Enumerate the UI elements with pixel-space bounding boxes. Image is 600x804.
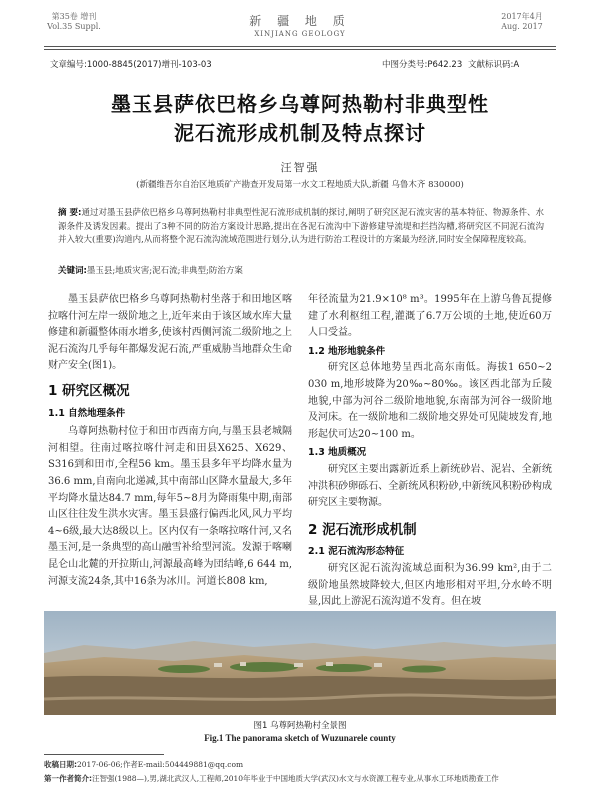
figure-caption-en: Fig.1 The panorama sketch of Wuzunarele county bbox=[204, 733, 396, 743]
header-rule-thin bbox=[44, 49, 556, 50]
keywords-text: 墨玉县;地质灾害;泥石流;非典型;防治方案 bbox=[86, 266, 243, 276]
journal-name-en: XINJIANG GEOLOGY bbox=[254, 30, 346, 38]
footnote-rule bbox=[44, 754, 164, 755]
received-label: 收稿日期: bbox=[44, 760, 77, 769]
article-number: 文章编号:1000-8845(2017)增刊-103-03 bbox=[50, 60, 212, 70]
received-text: 2017-06-06;作者E-mail:504449881@qq.com bbox=[77, 760, 244, 769]
header-rule bbox=[44, 46, 556, 47]
article-title-line2: 泥石流形成机制及特点探讨 bbox=[174, 121, 426, 145]
figure-caption-cn: 图1 乌尊阿热勒村全景图 bbox=[253, 721, 347, 731]
section-heading-1: 1 研究区概况 bbox=[48, 382, 130, 399]
received-note bbox=[44, 759, 564, 770]
issue-date bbox=[492, 12, 552, 32]
author-note bbox=[44, 773, 564, 784]
document-code: 文献标识码:A bbox=[468, 60, 520, 70]
panorama-photo bbox=[44, 611, 556, 715]
subsection-heading-2-1: 2.1 泥石流沟形态特征 bbox=[308, 546, 405, 558]
author-note-label: 第一作者简介: bbox=[44, 774, 92, 783]
article-title-line1: 墨玉县萨依巴格乡乌尊阿热勒村非典型性 bbox=[111, 92, 489, 116]
paragraph-1-3: 研究区主要出露新近系上新统砂岩、泥岩、全新统冲洪积砂卵砾石、全新统风积粉砂,中新统风积粉砂构成研究区主要物源。 bbox=[308, 463, 552, 509]
section-heading-2: 2 泥石流形成机制 bbox=[308, 521, 417, 538]
issue-date-cn: 2017年4月 bbox=[501, 12, 543, 21]
intro-paragraph: 墨玉县萨依巴格乡乌尊阿热勒村坐落于和田地区喀拉喀什河左岸一级阶地之上,近年来由于该区域水库大量修建和新疆整体雨水增多,使该村西侧河流二级阶地之上泥石流沟几乎每年都爆发泥石流,严重威胁当地群众生命财产安全(图1)。 bbox=[48, 294, 292, 372]
abstract-label: 摘 要: bbox=[58, 208, 82, 218]
author-name: 汪智强 bbox=[280, 161, 320, 174]
volume-cn: 第35卷 增刊 bbox=[51, 12, 97, 21]
keywords bbox=[58, 264, 544, 276]
paragraph-1-1-cont: 年径流量为21.9×10⁸ m³。1995年在上游乌鲁瓦提修建了水利枢纽工程,灌溉了6.7万公顷的土地,使近60万人口受益。 bbox=[308, 294, 552, 339]
issue-date-en: Aug. 2017 bbox=[501, 22, 543, 31]
paragraph-2-1: 研究区泥石流沟流域总面积为36.99 km²,由于二级阶地虽然坡降较大,但区内地形相对平坦,分水岭不明显,因此上游泥石流沟道不发育。但在坡 bbox=[308, 562, 552, 608]
journal-name bbox=[200, 12, 400, 38]
left-column bbox=[48, 292, 292, 590]
class-number: 中图分类号:P642.23 bbox=[382, 60, 463, 70]
right-column bbox=[308, 292, 552, 611]
paragraph-1-2: 研究区总体地势呈西北高东南低。海拔1 650~2 030 m,地形坡降为20‰~80‰。该区西北部为丘陵地貌,中部为河谷二级阶地地貌,东南部为河谷一级阶地及河床。在一级阶地和二级阶地交界处可见陡坡发育,地形起伏可达20~100 m。 bbox=[308, 362, 552, 440]
subsection-heading-1-3: 1.3 地质概况 bbox=[308, 447, 367, 459]
author-note-text: 汪智强(1988—),男,湖北武汉人,工程师,2010年毕业于中国地质大学(武汉)水文与水资源工程专业,从事水工环地质勘查工作 bbox=[92, 774, 499, 783]
journal-name-cn: 新 疆 地 质 bbox=[249, 14, 351, 28]
keywords-label: 关键词: bbox=[58, 266, 87, 276]
subsection-heading-1-2: 1.2 地形地貌条件 bbox=[308, 345, 386, 357]
paragraph-1-1: 乌尊阿热勒村位于和田市西南方向,与墨玉县老城隔河相望。往南过喀拉喀什河走和田县X625、X629、S316到和田市,全程56 km。墨玉县多年平均降水量为36.6 mm,自南向北递减,其中南部山区降水量最大,多年平均降水量达84.7 mm,每年5~8月为降雨集中期,南部山区往往发生洪水灾害。墨玉县盛行偏西北风,风力平均4~6级,最大达8级以上。区内仅有一条喀拉喀什河,又名墨玉河,是一条典型的高山融雪补给型河流。发源于喀喇昆仑山北麓的开拉斯山,河源最高峰为団结峰,6 644 m,河源支流24条,其中16条为冰川。河道长808 km, bbox=[48, 426, 292, 587]
abstract bbox=[58, 207, 544, 248]
author-affiliation: (新疆维吾尔自治区地质矿产勘查开发局第一水文工程地质大队,新疆 乌鲁木齐 830000) bbox=[136, 180, 464, 190]
volume-en: Vol.35 Suppl. bbox=[47, 22, 101, 31]
volume-info bbox=[44, 12, 104, 32]
subsection-heading-1-1: 1.1 自然地理条件 bbox=[48, 407, 126, 419]
abstract-text: 通过对墨玉县萨依巴格乡乌尊阿热勒村非典型性泥石流形成机制的探讨,阐明了研究区泥石流灾害的基本特征、物源条件、水源条件及诱发因素。提出了3种不同的防治方案设计思路,提出在各泥石流沟中下游修建导流堤和拦挡沟槽,将研究区不同泥石流沟并入较大(重要)沟道内,从而将整个泥石流沟流域范围进行划分,认为进行防治工程设计的方案最为经济,同时安全保障程度较高。 bbox=[58, 208, 545, 245]
